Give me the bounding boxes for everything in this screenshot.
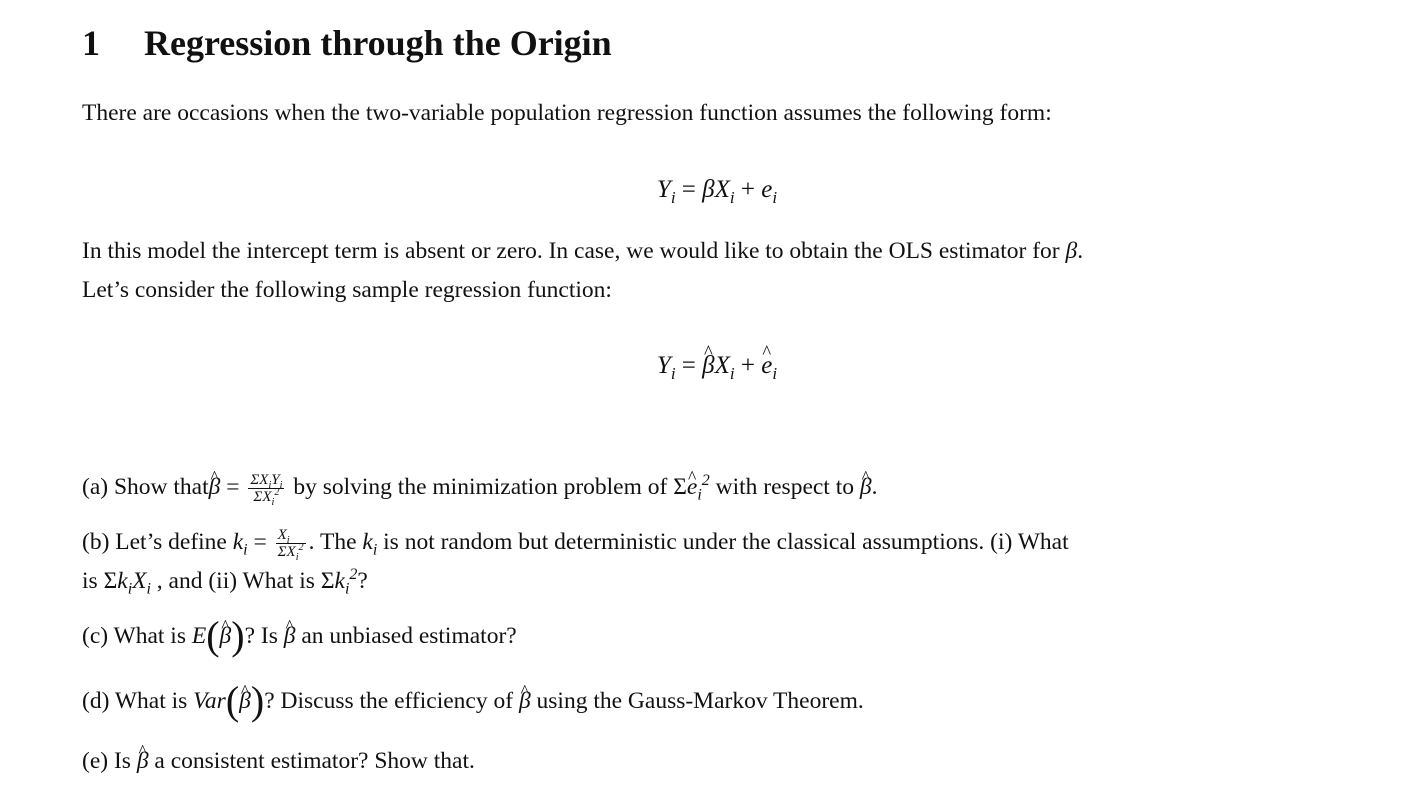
population-regression-equation: $Y_i = \beta X_i + e_i$ xyxy=(656,176,778,207)
question-d: (d) What is Var(^ β)? Discuss the efficiency of ^ β using the Gauss-Markov Theorem. xyxy=(82,682,1352,721)
model-text-line1: In this model the intercept term is absent or zero. In case, we would like to obtain the OLS estimator for xyxy=(82,238,1060,264)
question-e: (e) Is ^ β a consistent estimator? Show that. xyxy=(82,742,1352,781)
model-paragraph: In this model the intercept term is absent or zero. In case, we would like to obtain the OLS estimator for β. Let’s consider the following sample regression function: xyxy=(82,238,1084,303)
model-text-line2: Let’s consider the following sample regression function: xyxy=(82,277,612,303)
question-a: (a) Show that^ β = $\frac{\Sigma X_iY_i}{\Sigma X_i^2}$ by solving the minimization problem of Σ^ $e_i^2$ with respect to ^ β. xyxy=(82,468,1352,507)
section-number: 1 xyxy=(82,23,100,63)
section-title: Regression through the Origin xyxy=(144,23,612,63)
sample-regression-equation: $Y_i$ = ^ $\beta X_i$ + ^ $e_i$ xyxy=(82,352,1352,380)
section-heading xyxy=(82,22,612,64)
question-b: (b) Let’s define $k_i$ = $\frac{X_i}{\Sigma X_i^2}$ . The $k_i$ is not random but deterministic under the classical assumptions. (i) What is $\Sigma k_iX_i$ , and (ii) What is $\Sigma k_i^2$? xyxy=(82,527,1069,598)
question-c: (c) What is E(^ β)? Is ^ β an unbiased estimator? xyxy=(82,617,1352,656)
intro-paragraph: There are occasions when the two-variable population regression function assumes the following form: xyxy=(82,100,1052,126)
